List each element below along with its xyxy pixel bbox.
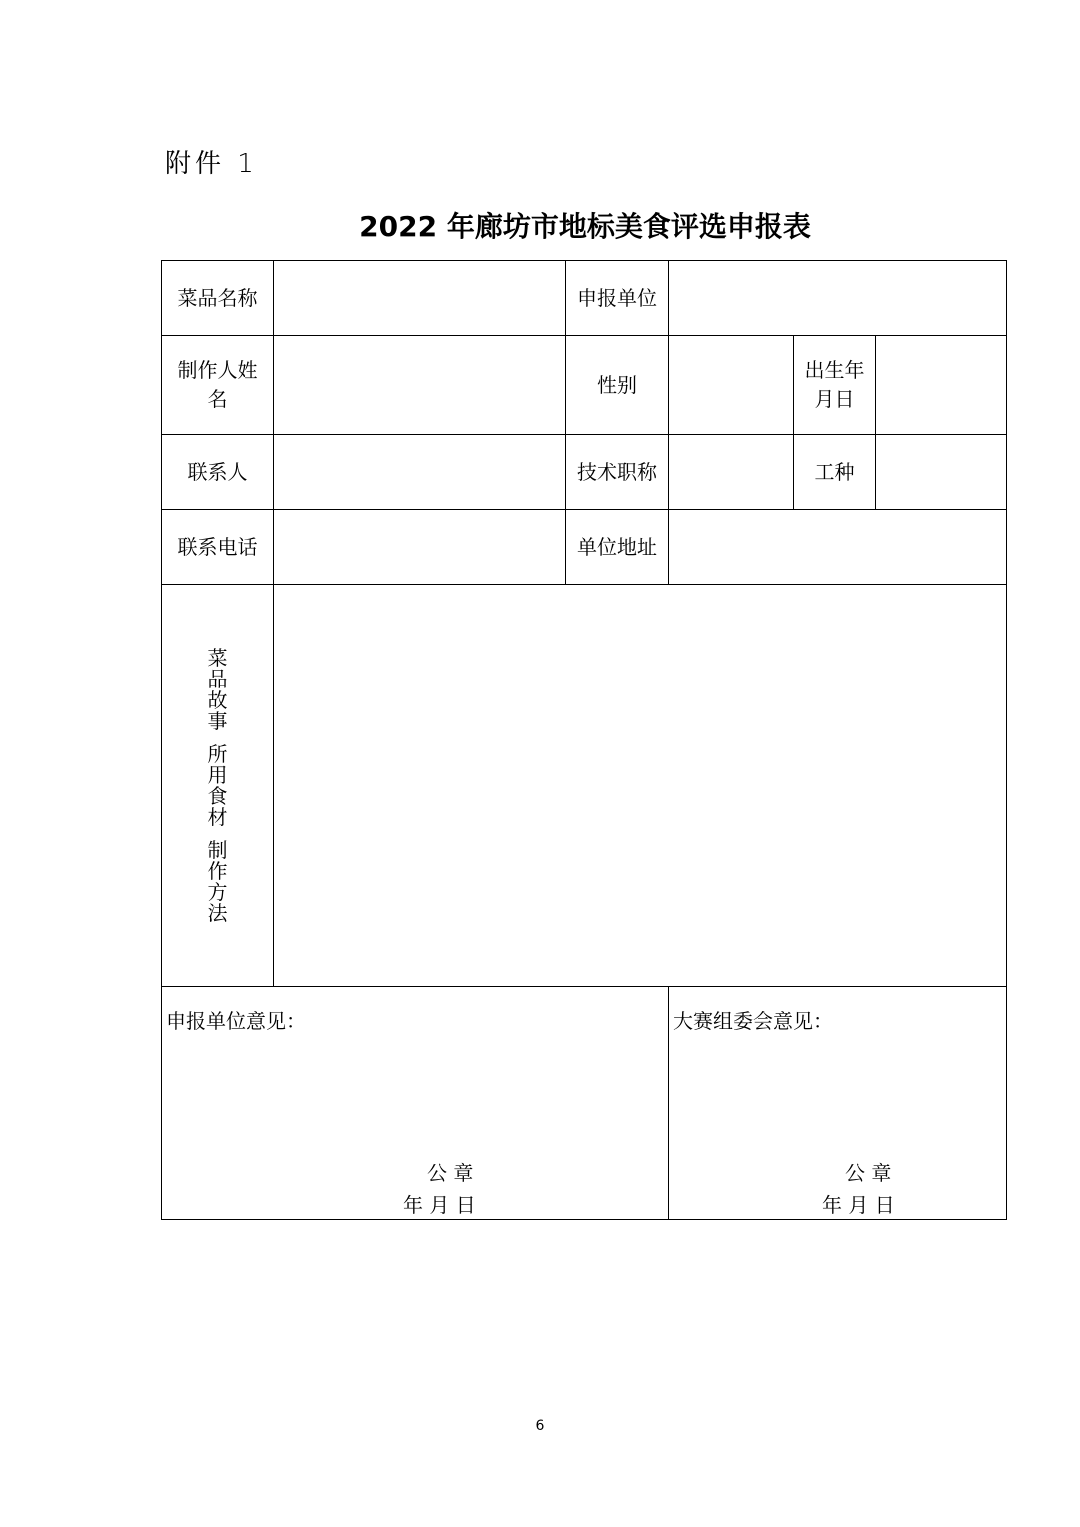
story-char: 品 <box>207 666 228 691</box>
dish-story-field[interactable] <box>273 584 1007 987</box>
applicant-unit-field[interactable] <box>668 260 1007 336</box>
job-type-field[interactable] <box>875 434 1007 510</box>
committee-opinion-cell[interactable] <box>668 986 1007 1220</box>
contact-person-label: 联系人 <box>187 459 248 484</box>
unit-opinion-heading: 申报单位意见： <box>166 1009 306 1033</box>
contact-phone-field[interactable] <box>273 509 566 585</box>
story-char: 故 <box>207 687 228 712</box>
maker-name-field[interactable] <box>273 335 566 435</box>
committee-date-label: 年 月 日 <box>822 1193 895 1217</box>
applicant-unit-label: 申报单位 <box>577 285 657 310</box>
dish-name-label-cell <box>161 260 274 336</box>
unit-opinion-cell[interactable] <box>161 986 669 1220</box>
maker-name-label: 制作人姓名 <box>177 358 258 411</box>
story-char: 方 <box>207 879 228 904</box>
birth-date-label-cell <box>793 335 876 435</box>
dish-story-label-cell <box>161 584 274 987</box>
maker-name-label-cell <box>161 335 274 435</box>
contact-person-field[interactable] <box>273 434 566 510</box>
dish-name-field[interactable] <box>273 260 566 336</box>
contact-person-label-cell <box>161 434 274 510</box>
contact-phone-label: 联系电话 <box>177 534 258 559</box>
job-type-label-cell <box>793 434 876 510</box>
tech-title-label: 技术职称 <box>577 459 657 484</box>
story-char: 用 <box>207 762 228 787</box>
unit-date-label: 年 月 日 <box>403 1193 476 1217</box>
story-char: 制 <box>207 837 228 862</box>
gender-field[interactable] <box>668 335 794 435</box>
applicant-unit-label-cell <box>565 260 669 336</box>
gender-label-cell <box>565 335 669 435</box>
story-char: 事 <box>207 708 228 733</box>
committee-seal-label: 公 章 <box>845 1161 892 1185</box>
story-char: 法 <box>207 900 228 925</box>
job-type-label: 工种 <box>814 459 855 484</box>
tech-title-field[interactable] <box>668 434 794 510</box>
story-char: 菜 <box>207 645 228 670</box>
tech-title-label-cell <box>565 434 669 510</box>
dish-name-label: 菜品名称 <box>177 285 258 310</box>
story-char: 所 <box>207 741 228 766</box>
story-char: 材 <box>207 804 228 829</box>
contact-phone-label-cell <box>161 509 274 585</box>
unit-address-label-cell <box>565 509 669 585</box>
attachment-label: 附件 1 <box>165 149 258 179</box>
story-char: 食 <box>207 783 228 808</box>
page-number: 6 <box>535 1418 545 1434</box>
application-form <box>161 260 1007 1220</box>
committee-opinion-heading: 大赛组委会意见： <box>673 1009 833 1033</box>
birth-date-label: 出生年月日 <box>804 358 865 411</box>
birth-date-field[interactable] <box>875 335 1007 435</box>
gender-label: 性别 <box>597 372 637 397</box>
story-char: 作 <box>207 858 228 883</box>
unit-address-label: 单位地址 <box>577 534 657 559</box>
unit-seal-label: 公 章 <box>427 1161 474 1185</box>
form-title: 2022 年廊坊市地标美食评选申报表 <box>359 210 811 243</box>
unit-address-field[interactable] <box>668 509 1007 585</box>
